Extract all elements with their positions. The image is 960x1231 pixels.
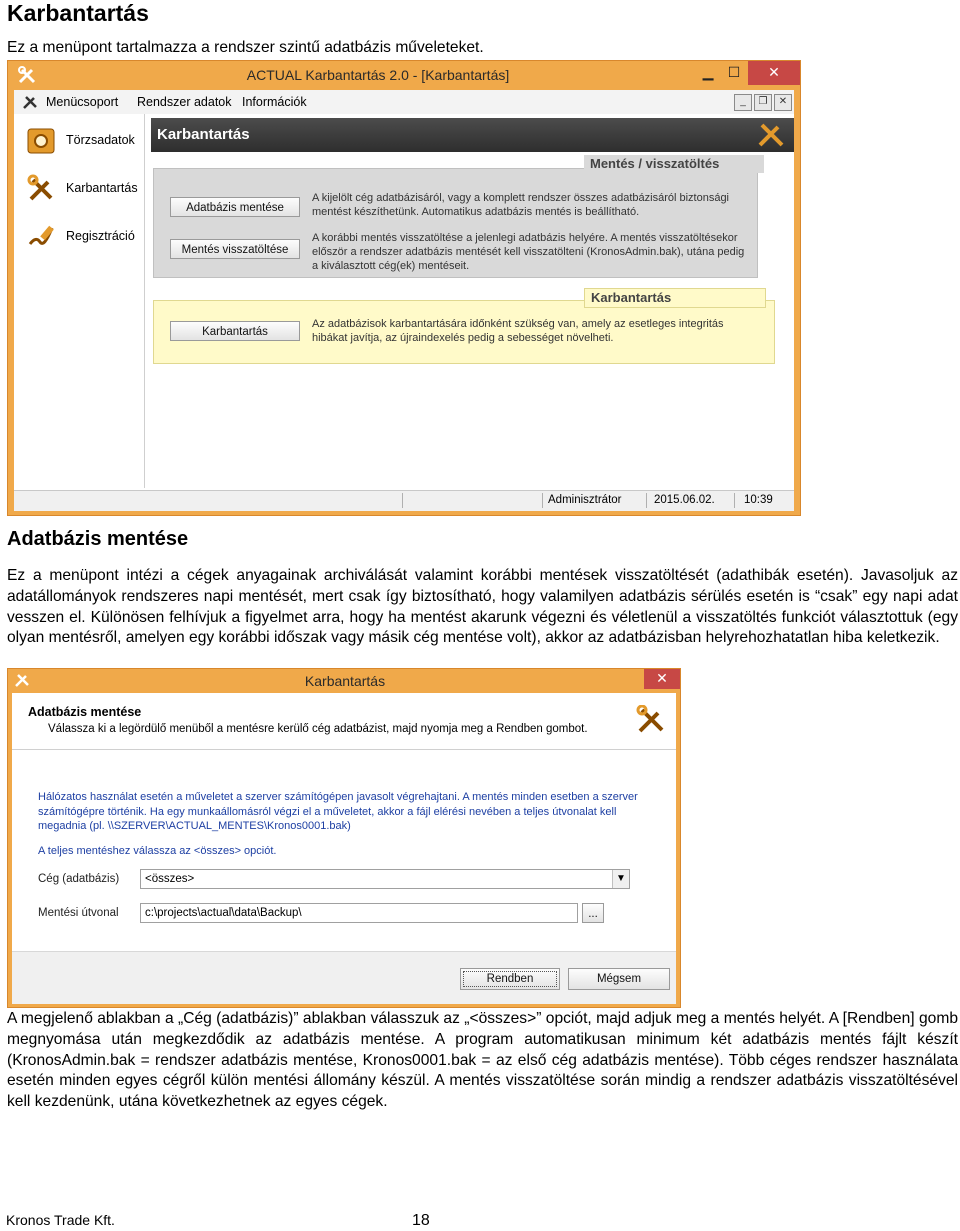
tools-icon <box>26 174 56 204</box>
path-input[interactable] <box>140 903 578 923</box>
company-select-value: <összes> <box>145 873 195 885</box>
dialog-footer <box>12 951 676 1004</box>
dialog-header-title: Adatbázis mentése <box>28 705 142 719</box>
mdi-minimize-icon[interactable]: _ <box>734 94 752 111</box>
intro-text: Ez a menüpont tartalmazza a rendszer szintű adatbázis műveleteket. <box>7 39 484 56</box>
cancel-button[interactable]: Mégsem <box>568 968 670 990</box>
maximize-icon[interactable]: ☐ <box>727 64 741 80</box>
page-number: 18 <box>412 1212 430 1229</box>
banner-tools-icon <box>756 121 786 149</box>
window-title: ACTUAL Karbantartás 2.0 - [Karbantartás] <box>246 67 510 83</box>
backup-restore-group-title: Mentés / visszatöltés <box>584 155 764 173</box>
menu-item-rendszer-adatok[interactable]: Rendszer adatok <box>137 95 232 109</box>
status-date: 2015.06.02. <box>654 494 715 506</box>
menu-bar <box>14 90 794 114</box>
ok-button[interactable]: Rendben <box>460 968 560 990</box>
safe-icon <box>26 126 56 156</box>
dialog-header <box>12 693 676 750</box>
backup-restore-group <box>153 168 758 278</box>
status-bar <box>14 490 794 511</box>
mdi-close-icon[interactable]: ✕ <box>774 94 792 111</box>
dialog-header-subtitle: Válassza ki a legördülő menüből a mentésre kerülő cég adatbázist, majd nyomja meg a Rendben gombot. <box>48 723 588 735</box>
status-user: Adminisztrátor <box>548 494 622 506</box>
content-banner <box>151 118 794 152</box>
dialog-client <box>12 693 676 1003</box>
sidebar <box>14 114 145 488</box>
maintenance-button[interactable]: Karbantartás <box>170 321 300 341</box>
path-label: Mentési útvonal <box>38 907 119 919</box>
sidebar-label: Törzsadatok <box>66 133 135 147</box>
section-paragraph-1: Ez a menüpont intézi a cégek anyagainak archiválását valamint korábbi mentések visszatöltését (adathibák esetén). Javasoljuk az adatállományok rendszeres napi mentését, mert csak így biztosítható, hogy valamilyen adatbázis sérülés esetén is “csak” egy napi adat vesszen el. Különösen felhívjuk a figyelmet arra, hogy ha mentést akarunk végezni és véletlenül a visszatöltés funkciót választottuk (egy olyan mentésről, amelyen egy korábbi időszak vagy másik cég mentése volt), akkor az adatbázisban helyrehozhatatlan hiba keletkezik. <box>7 567 958 647</box>
maintenance-group-title: Karbantartás <box>584 288 766 308</box>
page-heading: Karbantartás <box>7 0 149 26</box>
banner-title: Karbantartás <box>157 126 250 143</box>
company-select[interactable] <box>140 869 630 889</box>
sidebar-label: Karbantartás <box>66 181 138 195</box>
sidebar-item-regisztracio[interactable] <box>20 220 140 254</box>
backup-description: A kijelölt cég adatbázisáról, vagy a komplett rendszer összes adatbázisáról biztonsági mentést készíthetünk. Automatikus adatbázis mentés is beállítható. <box>312 192 730 218</box>
menu-item-menucsoport[interactable]: Menücsoport <box>46 95 119 109</box>
chevron-down-icon[interactable]: ▼ <box>612 870 629 888</box>
menu-tools-icon <box>22 94 38 110</box>
dialog-header-tools-icon <box>636 705 666 735</box>
backup-dialog <box>7 668 681 1008</box>
browse-button[interactable]: ... <box>582 903 604 923</box>
content-panel <box>151 118 794 488</box>
section-paragraph-2: A megjelenő ablakban a „Cég (adatbázis)” ablakban válasszuk az „<összes>” opciót, majd adjuk meg a mentés helyét. A [Rendben] gomb megnyomása után megkezdődik az adatbázis mentése. A program automatikusan minimum két adatbázis mentés fájlt készít (KronosAdmin.bak = rendszer adatbázis mentése, Kronos0001.bak = az első cég adatbázis mentése). Több céges rendszer használata esetén minden egyes cégről külön mentési állomány készül. A mentés visszatöltése során mindig a rendszer adatbázis visszatöltésével kell kezdenünk, utána következhetnek az egyes cégek. <box>7 1010 958 1111</box>
restore-button[interactable]: Mentés visszatöltése <box>170 239 300 259</box>
company-label: Cég (adatbázis) <box>38 873 120 885</box>
maintenance-description: Az adatbázisok karbantartására időnként szükség van, amely az esetleges integritás hibákat javítja, az újraindexelés pedig a sebességet növelheti. <box>312 318 724 344</box>
sidebar-item-karbantartas[interactable] <box>20 172 140 206</box>
close-icon[interactable]: ✕ <box>748 61 800 85</box>
main-window <box>7 60 801 516</box>
backup-button[interactable]: Adatbázis mentése <box>170 197 300 217</box>
minimize-icon[interactable]: ▁ <box>702 64 714 80</box>
dialog-info-text-2: A teljes mentéshez válassza az <összes> opciót. <box>38 845 277 857</box>
status-time: 10:39 <box>744 494 773 506</box>
sidebar-item-torzsadatok[interactable] <box>20 124 140 158</box>
dialog-close-icon[interactable]: ✕ <box>644 669 680 689</box>
sidebar-label: Regisztráció <box>66 229 135 243</box>
window-client <box>14 90 794 510</box>
dialog-info-text: Hálózatos használat esetén a műveletet a szerver számítógépen javasolt végrehajtani. A mentés minden esetben a szerver számítógépre történik. Ha egy munkaállomásról végzi el a műveletet, akkor a fájl elérési nevében a teljes útvonalat kell megadnia (pl. \\SZERVER\ACTUAL_MENTES\Kronos0001.bak) <box>38 791 638 832</box>
menu-item-informaciok[interactable]: Információk <box>242 95 307 109</box>
section-heading: Adatbázis mentése <box>7 528 189 550</box>
dialog-title: Karbantartás <box>304 673 386 689</box>
signature-pen-icon <box>26 222 56 252</box>
restore-description: A korábbi mentés visszatöltése a jelenlegi adatbázis helyére. A mentés visszatöltésekor először a rendszer adatbázis mentését kell visszatölteni (KronosAdmin.bak), utána pedig a kiválasztott cég(ek) mentéseit. <box>312 232 745 272</box>
footer-company: Kronos Trade Kft. <box>6 1212 115 1228</box>
dialog-body <box>12 750 676 950</box>
mdi-restore-icon[interactable]: ❐ <box>754 94 772 111</box>
maintenance-group <box>153 300 775 364</box>
